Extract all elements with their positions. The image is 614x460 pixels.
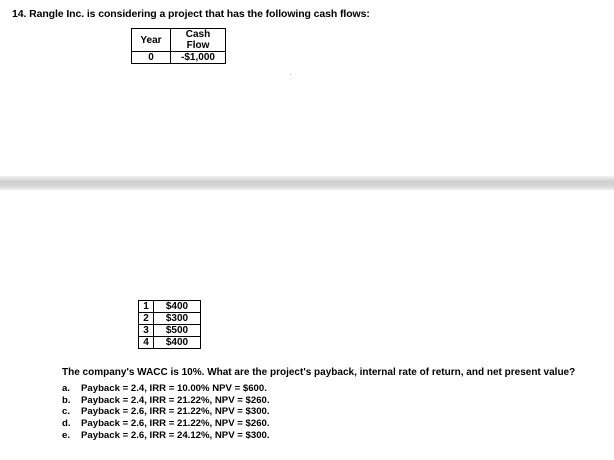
answer-letter: b. (62, 394, 71, 406)
table-row (139, 337, 201, 349)
answer-option-c[interactable] (62, 406, 270, 418)
table-row (139, 313, 201, 325)
answer-choices (62, 383, 270, 441)
cash-flow-cell: -$1,000 (171, 52, 226, 64)
cash-flow-cell: $400 (154, 301, 201, 313)
cash-flow-cell: $400 (154, 337, 201, 349)
answer-option-a[interactable] (62, 383, 270, 395)
year-cell: 3 (139, 325, 154, 337)
table-row (139, 301, 201, 313)
answer-text: Payback = 2.4, IRR = 21.22%, NPV = $260. (81, 394, 270, 406)
answer-option-e[interactable] (62, 430, 270, 442)
answer-text: Payback = 2.6, IRR = 21.22%, NPV = $300. (81, 406, 270, 418)
table-row (139, 325, 201, 337)
answer-option-b[interactable] (62, 395, 270, 407)
cash-flow-header: Cash Flow (171, 29, 226, 52)
year-cell: 0 (132, 52, 171, 64)
future-cash-flow-table (138, 300, 201, 349)
page-divider (0, 176, 614, 190)
year-header: Year (132, 29, 171, 52)
table-row (132, 52, 226, 64)
year-cell: 1 (139, 301, 154, 313)
question-text: 14. Rangle Inc. is considering a project that has the following cash flows: (12, 8, 370, 20)
answer-text: Payback = 2.6, IRR = 24.12%, NPV = $300. (81, 429, 270, 441)
table-header-row (132, 29, 226, 52)
cash-flow-cell: $300 (154, 313, 201, 325)
answer-option-d[interactable] (62, 418, 270, 430)
initial-cash-flow-table (131, 28, 226, 64)
answer-letter: a. (62, 383, 71, 394)
answer-text: Payback = 2.6, IRR = 21.22%, NPV = $260. (81, 418, 270, 430)
cash-flow-cell: $500 (154, 325, 201, 337)
answer-letter: c. (62, 406, 71, 418)
answer-letter: d. (62, 418, 71, 430)
answer-letter: e. (62, 429, 71, 441)
year-cell: 2 (139, 313, 154, 325)
scan-speck (290, 74, 291, 75)
year-cell: 4 (139, 337, 154, 349)
question-prompt: The company's WACC is 10%. What are the project's payback, internal rate of return, and net present value? (62, 367, 576, 378)
answer-text: Payback = 2.4, IRR = 10.00% NPV = $600. (81, 383, 267, 394)
